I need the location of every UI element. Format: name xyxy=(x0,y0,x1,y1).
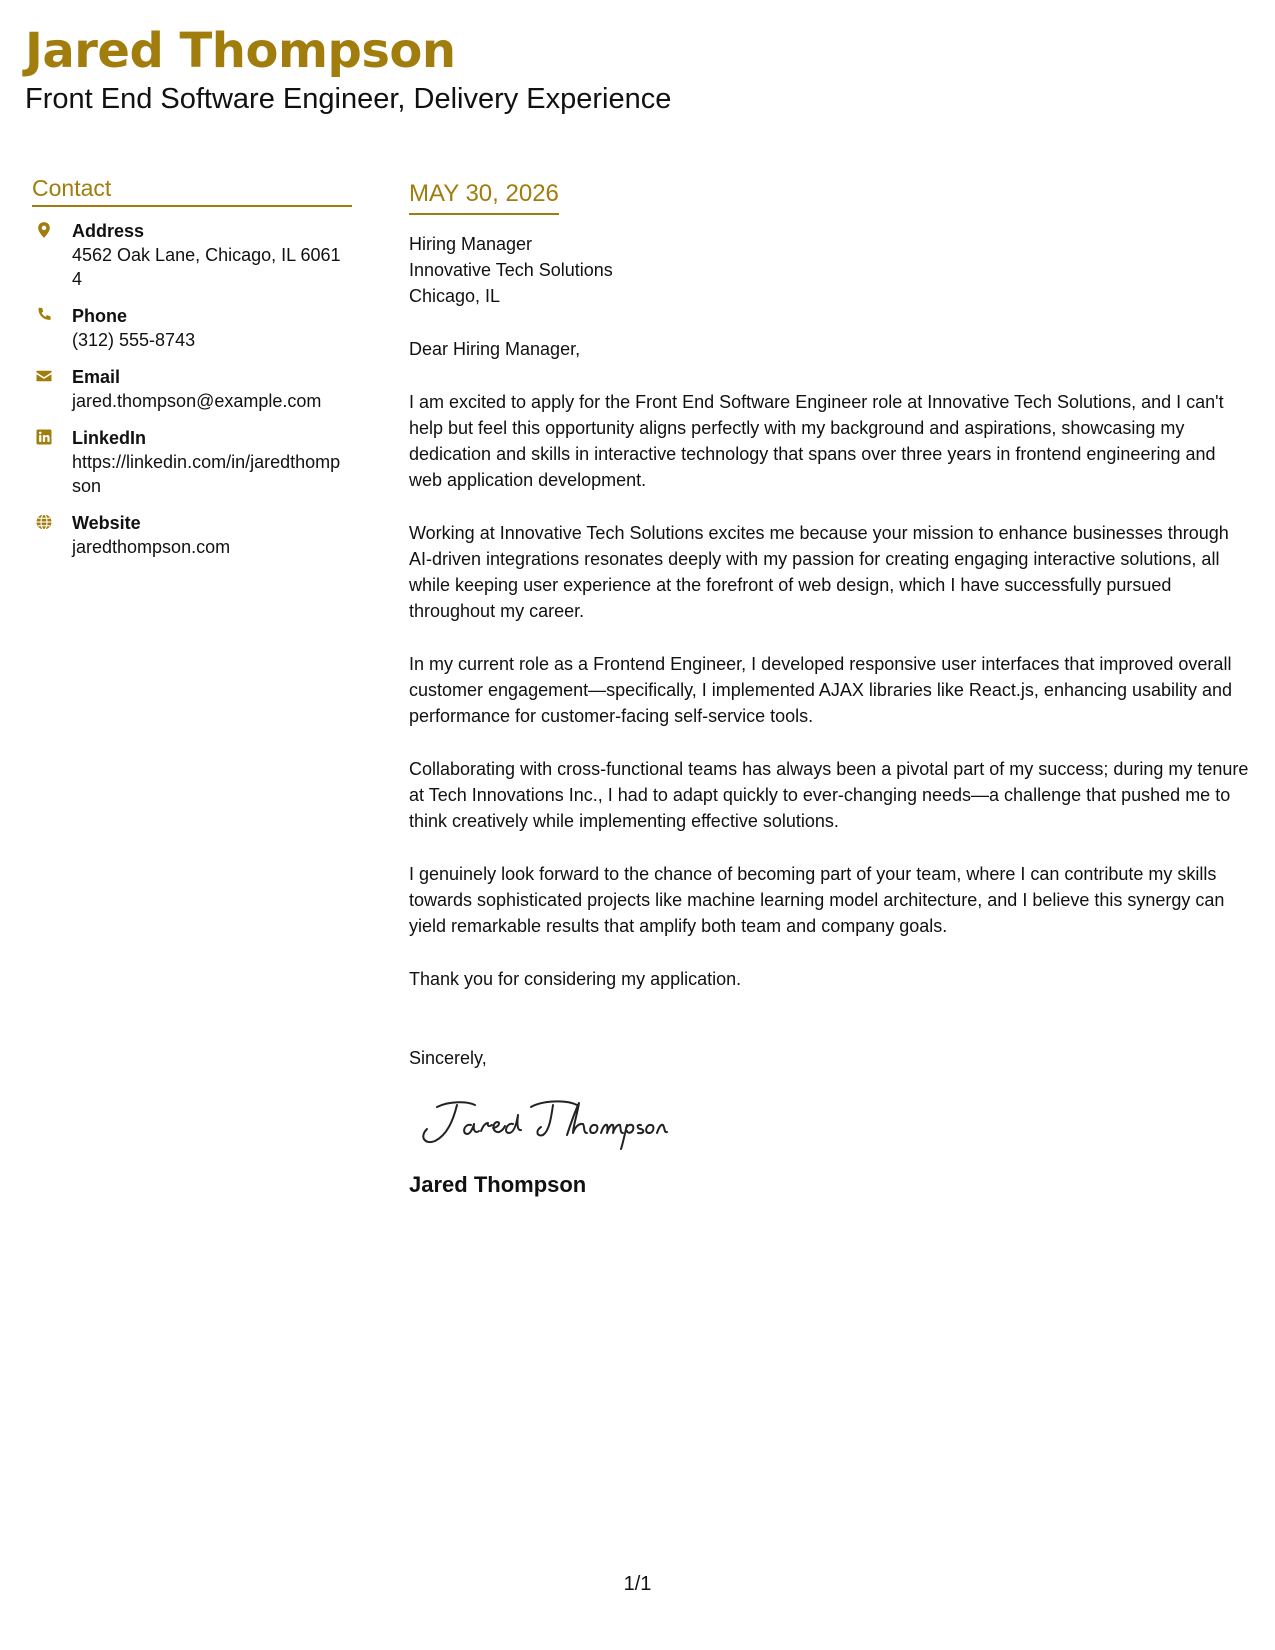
contact-heading: Contact xyxy=(32,174,352,207)
contact-phone xyxy=(32,304,352,352)
letter-date: MAY 30, 2026 xyxy=(409,179,559,215)
page-number: 1/1 xyxy=(623,1573,652,1595)
recipient-location: Chicago, IL xyxy=(409,286,501,306)
phone-value: (312) 555-8743 xyxy=(72,330,196,350)
salutation: Dear Hiring Manager, xyxy=(409,339,581,359)
contact-label: Phone xyxy=(72,306,128,326)
website-value[interactable]: jaredthompson.com xyxy=(72,537,231,557)
address-value: 4562 Oak Lane, Chicago, IL 60614 xyxy=(72,245,341,289)
contact-label: LinkedIn xyxy=(72,428,147,448)
contact-label: Address xyxy=(72,221,145,241)
recipient-title: Hiring Manager xyxy=(409,234,533,254)
paragraph: Working at Innovative Tech Solutions excites me because your mission to enhance businesses through AI-driven integrations resonates deeply with my passion for creating engaging interactive solutions, all while keeping user experience at the forefront of web design, which I have successfully pursued throughout my career. xyxy=(409,523,1229,621)
map-pin-icon xyxy=(34,220,54,240)
phone-icon xyxy=(34,305,54,325)
envelope-icon xyxy=(34,366,54,386)
applicant-name: Jared Thompson xyxy=(25,23,456,79)
job-title: Front End Software Engineer, Delivery Experience xyxy=(25,83,672,115)
paragraph: Thank you for considering my application. xyxy=(409,969,742,989)
cover-letter-body xyxy=(409,179,1249,1199)
paragraph: I am excited to apply for the Front End Software Engineer role at Innovative Tech Solutions, and I can't help but feel this opportunity aligns perfectly with my background and aspirations, showcasing my dedication and skills in interactive technology that spans over three years in frontend engineering and web application development. xyxy=(409,392,1224,490)
signer-name: Jared Thompson xyxy=(409,1172,587,1197)
contact-linkedin xyxy=(32,426,352,498)
handwritten-signature xyxy=(415,1093,675,1153)
contact-address xyxy=(32,219,352,291)
contact-label: Website xyxy=(72,513,141,533)
closing: Sincerely, xyxy=(409,1048,487,1068)
recipient-block xyxy=(409,231,1249,309)
contact-label: Email xyxy=(72,367,121,387)
linkedin-icon xyxy=(34,427,54,447)
paragraph: In my current role as a Frontend Engineer, I developed responsive user interfaces that improved overall customer engagement—specifically, I implemented AJAX libraries like React.js, enhancing usability and performance for customer-facing self-service tools. xyxy=(409,654,1233,726)
paragraph: Collaborating with cross-functional teams has always been a pivotal part of my success; during my tenure at Tech Innovations Inc., I had to adapt quickly to ever-changing needs—a challenge that pushed me to think creatively while implementing effective solutions. xyxy=(409,759,1249,831)
globe-icon xyxy=(34,512,54,532)
contact-website xyxy=(32,511,352,559)
contact-sidebar xyxy=(32,174,352,572)
email-value[interactable]: jared.thompson@example.com xyxy=(72,391,322,411)
recipient-company: Innovative Tech Solutions xyxy=(409,260,613,280)
paragraph: I genuinely look forward to the chance of becoming part of your team, where I can contribute my skills towards sophisticated projects like machine learning model architecture, and I believe this synergy can yield remarkable results that amplify both team and company goals. xyxy=(409,864,1225,936)
linkedin-value[interactable]: https://linkedin.com/in/jaredthompson xyxy=(72,452,341,496)
contact-email xyxy=(32,365,352,413)
